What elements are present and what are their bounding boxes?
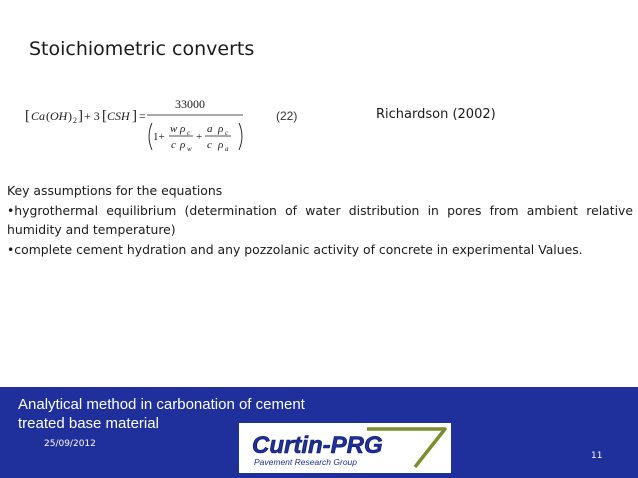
svg-text:c: c <box>207 139 212 151</box>
logo-subtitle: Pavement Research Group <box>254 457 357 467</box>
svg-text:ρ: ρ <box>180 123 186 135</box>
equation-numerator: 33000 <box>175 97 205 111</box>
equation-number: (22) <box>276 109 298 123</box>
svg-text:): ) <box>68 109 72 123</box>
svg-text:[: [ <box>102 108 107 124</box>
svg-text:[: [ <box>25 108 30 124</box>
svg-text:2: 2 <box>73 116 77 125</box>
svg-text:ρ: ρ <box>218 123 224 135</box>
logo-wordmark: Curtin-PRG <box>252 432 383 459</box>
presentation-title: Analytical method in carbonation of cement treated base material <box>18 396 305 432</box>
slide-date: 25/09/2012 <box>44 439 96 449</box>
svg-text:w: w <box>187 145 192 153</box>
page-number: 11 <box>591 451 603 461</box>
svg-text:]: ] <box>78 108 83 124</box>
citation: Richardson (2002) <box>376 107 496 122</box>
svg-text:OH: OH <box>50 109 68 123</box>
svg-text:ρ: ρ <box>218 139 224 151</box>
svg-text:Ca: Ca <box>31 109 46 123</box>
bullet-item: •complete cement hydration and any pozzolanic activity of concrete in experimental Values. <box>7 241 583 257</box>
assumptions-heading: Key assumptions for the equations <box>7 183 223 198</box>
svg-text:CSH: CSH <box>107 109 130 123</box>
slide-title: Stoichiometric converts <box>29 38 255 60</box>
svg-text:c: c <box>187 129 191 137</box>
equation <box>25 96 305 158</box>
svg-text:]: ] <box>132 108 137 124</box>
body-text <box>7 181 633 259</box>
svg-text:a: a <box>207 123 213 135</box>
svg-text:(: ( <box>46 109 50 123</box>
svg-text:+: + <box>196 131 203 143</box>
svg-text:1+: 1+ <box>153 131 165 143</box>
svg-text:+ 3: + 3 <box>84 109 100 123</box>
curtin-prg-logo <box>239 423 451 473</box>
svg-text:a: a <box>225 145 229 153</box>
svg-text:c: c <box>225 129 229 137</box>
svg-text:ρ: ρ <box>180 139 186 151</box>
svg-text:=: = <box>139 109 146 123</box>
bullet-item: •hygrothermal equilibrium (determination of water distribution in pores from ambient relative humidity and temperature) <box>7 202 633 237</box>
svg-text:w: w <box>170 123 178 135</box>
footer-bar <box>0 387 638 478</box>
svg-text:c: c <box>171 139 176 151</box>
